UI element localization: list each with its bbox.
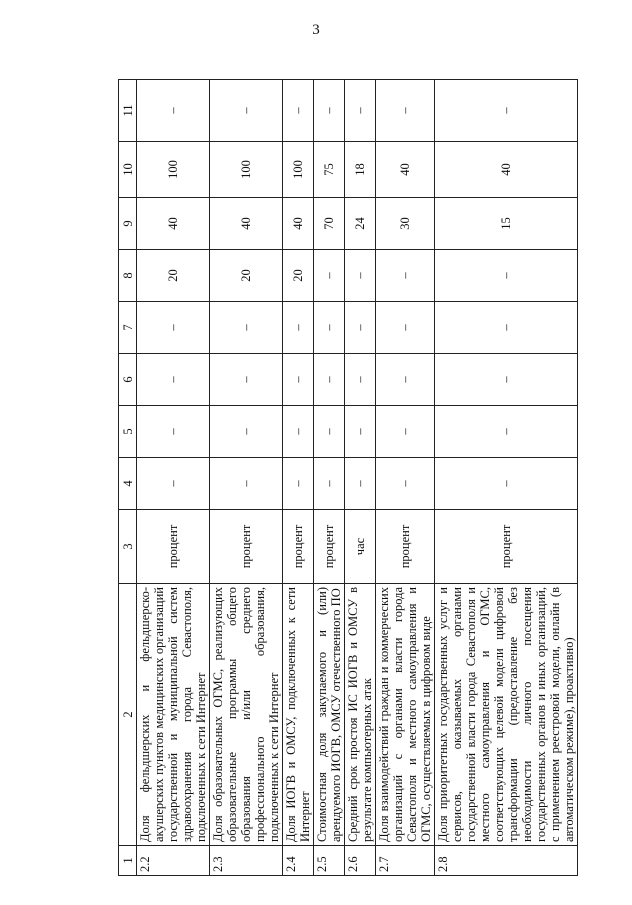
value-cell: – xyxy=(345,354,376,406)
value-cell: 75 xyxy=(314,142,345,198)
value-cell: 24 xyxy=(345,198,376,250)
value-cell: – xyxy=(137,458,210,510)
row-number: 2.5 xyxy=(314,846,345,876)
table-row xyxy=(345,80,376,876)
row-number: 2.4 xyxy=(283,846,314,876)
value-cell: 100 xyxy=(283,142,314,198)
table-row xyxy=(137,80,210,876)
indicator-name: Стоимостная доля закупаемого и (или) арендуемого ИОГВ, ОМСУ отечественного ПО xyxy=(314,584,345,846)
value-cell: – xyxy=(376,458,435,510)
value-cell: 20 xyxy=(283,250,314,302)
value-cell: – xyxy=(283,458,314,510)
column-header: 9 xyxy=(119,198,137,250)
row-number: 2.2 xyxy=(137,846,210,876)
value-cell: – xyxy=(435,250,578,302)
value-cell: – xyxy=(435,80,578,142)
row-number: 2.3 xyxy=(210,846,283,876)
value-cell: – xyxy=(314,458,345,510)
unit-cell: процент xyxy=(210,510,283,584)
page-number: 3 xyxy=(312,22,320,38)
value-cell: – xyxy=(283,80,314,142)
unit-cell: час xyxy=(345,510,376,584)
indicator-name: Доля фельдшерских и фельдшерско-акушерских пунктов медицинских организаций государственной и муниципальной систем здравоохранения города Севастополя, подключенных к сети Интернет xyxy=(137,584,210,846)
unit-cell: процент xyxy=(137,510,210,584)
value-cell: – xyxy=(314,354,345,406)
value-cell: – xyxy=(210,458,283,510)
value-cell: 40 xyxy=(435,142,578,198)
value-cell: – xyxy=(137,354,210,406)
value-cell: – xyxy=(376,302,435,354)
value-cell: – xyxy=(435,458,578,510)
column-header: 8 xyxy=(119,250,137,302)
indicator-name: Доля образовательных ОГМС, реализующих образовательные программы общего образования и/или среднего профессионального образования, подключенных к сети Интернет xyxy=(210,584,283,846)
column-header: 4 xyxy=(119,458,137,510)
row-number: 2.7 xyxy=(376,846,435,876)
indicator-name: Доля приоритетных государственных услуг и сервисов, оказываемых органами государственной власти города Севастополя и местного самоуправления и ОГМС, соответствующих целевой модели цифровой трансформации (предоставление без необходимости личного посещения государственных органов и иных организаций, с применением реестровой модели, онлайн (в автоматическом режиме), проактивно) xyxy=(435,584,578,846)
unit-cell: процент xyxy=(283,510,314,584)
value-cell: – xyxy=(314,80,345,142)
value-cell: 100 xyxy=(137,142,210,198)
column-header: 5 xyxy=(119,406,137,458)
value-cell: 40 xyxy=(376,142,435,198)
value-cell: 40 xyxy=(210,198,283,250)
column-header: 3 xyxy=(119,510,137,584)
value-cell: 20 xyxy=(210,250,283,302)
value-cell: – xyxy=(435,302,578,354)
value-cell: – xyxy=(435,354,578,406)
value-cell: – xyxy=(283,406,314,458)
value-cell: – xyxy=(345,250,376,302)
column-header: 6 xyxy=(119,354,137,406)
indicator-name: Доля взаимодействий граждан и коммерческих организаций с органами власти города Севастополя и местного самоуправления и ОГМС, осуществляемых в цифровом виде xyxy=(376,584,435,846)
value-cell: 18 xyxy=(345,142,376,198)
value-cell: – xyxy=(345,458,376,510)
value-cell: – xyxy=(137,406,210,458)
indicator-name: Средний срок простоя ИС ИОГВ и ОМСУ в результате компьютерных атак xyxy=(345,584,376,846)
column-header: 2 xyxy=(119,584,137,846)
column-header: 11 xyxy=(119,80,137,142)
value-cell: – xyxy=(137,80,210,142)
value-cell: 15 xyxy=(435,198,578,250)
value-cell: – xyxy=(137,302,210,354)
value-cell: 100 xyxy=(210,142,283,198)
value-cell: – xyxy=(210,302,283,354)
value-cell: – xyxy=(283,302,314,354)
value-cell: – xyxy=(435,406,578,458)
indicator-name: Доля ИОГВ и ОМСУ, подключенных к сети Интернет xyxy=(283,584,314,846)
column-header: 10 xyxy=(119,142,137,198)
indicators-table xyxy=(118,79,578,876)
row-number: 2.6 xyxy=(345,846,376,876)
value-cell: – xyxy=(376,80,435,142)
table-header-row xyxy=(119,80,137,876)
table-row xyxy=(283,80,314,876)
value-cell: – xyxy=(210,80,283,142)
table-row xyxy=(376,80,435,876)
value-cell: – xyxy=(376,250,435,302)
table-row xyxy=(314,80,345,876)
value-cell: – xyxy=(210,406,283,458)
unit-cell: процент xyxy=(376,510,435,584)
value-cell: – xyxy=(376,354,435,406)
value-cell: 70 xyxy=(314,198,345,250)
value-cell: – xyxy=(210,354,283,406)
table-row xyxy=(210,80,283,876)
table-row xyxy=(435,80,578,876)
value-cell: – xyxy=(314,406,345,458)
value-cell: – xyxy=(314,302,345,354)
value-cell: – xyxy=(345,406,376,458)
unit-cell: процент xyxy=(435,510,578,584)
value-cell: 20 xyxy=(137,250,210,302)
value-cell: 40 xyxy=(137,198,210,250)
row-number: 2.8 xyxy=(435,846,578,876)
column-header: 1 xyxy=(119,846,137,876)
value-cell: – xyxy=(345,302,376,354)
value-cell: – xyxy=(376,406,435,458)
unit-cell: процент xyxy=(314,510,345,584)
value-cell: – xyxy=(283,354,314,406)
column-header: 7 xyxy=(119,302,137,354)
value-cell: 40 xyxy=(283,198,314,250)
value-cell: – xyxy=(345,80,376,142)
value-cell: 30 xyxy=(376,198,435,250)
value-cell: – xyxy=(314,250,345,302)
